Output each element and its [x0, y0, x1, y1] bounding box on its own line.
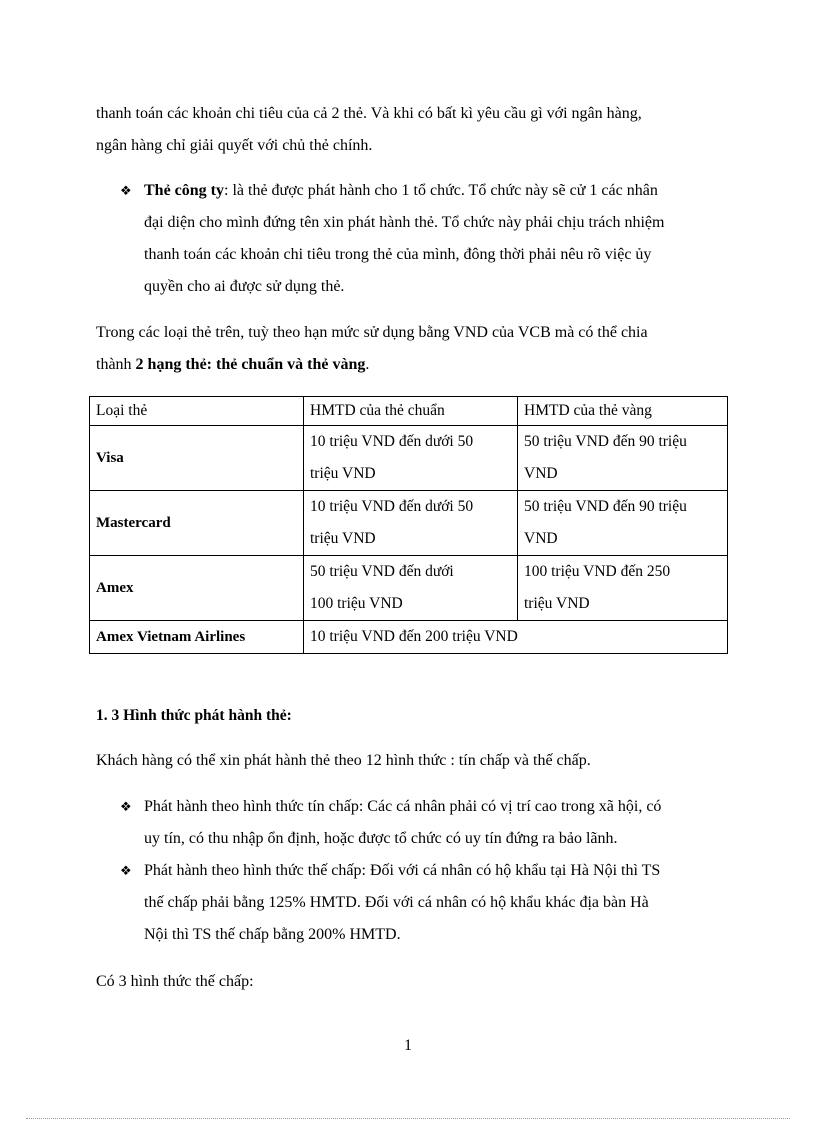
diamond-bullet-icon: ❖	[120, 863, 132, 878]
company-card-line-1	[144, 181, 658, 201]
card-type-cell: Mastercard	[90, 491, 304, 556]
cell-text: 10 triệu VND đến dưới 50	[310, 498, 474, 515]
company-card-term: Thẻ công ty	[144, 182, 224, 199]
cell-text: VND	[524, 530, 558, 547]
tiers-line-2	[96, 355, 369, 375]
table-row	[90, 491, 728, 556]
company-card-line-2: đại diện cho mình đứng tên xin phát hành thẻ. Tổ chức này phải chịu trách nhiệm	[144, 214, 665, 231]
forms-intro: Khách hàng có thể xin phát hành thẻ theo 12 hình thức : tín chấp và thế chấp.	[96, 752, 591, 769]
table-row	[90, 621, 728, 654]
cell-text: 50 triệu VND đến 90 triệu	[524, 498, 687, 515]
page-number: 1	[404, 1037, 412, 1054]
collateral-intro: Có 3 hình thức thế chấp:	[96, 973, 254, 990]
card-type-cell: Amex	[90, 556, 304, 621]
unsecured-line-2: uy tín, có thu nhập ổn định, hoặc được tổ chức có uy tín đứng ra bảo lãnh.	[144, 830, 618, 847]
tiers-period: .	[365, 356, 370, 373]
cell-text: 10 triệu VND đến dưới 50	[310, 433, 474, 450]
diamond-bullet-icon: ❖	[120, 799, 132, 814]
card-limits-table	[89, 396, 728, 654]
tiers-text: thành	[96, 356, 136, 373]
gold-limit-cell	[518, 556, 728, 621]
table-header-row	[90, 397, 728, 426]
page-bottom-divider	[26, 1118, 790, 1119]
tiers-line-1: Trong các loại thẻ trên, tuỳ theo hạn mức sử dụng bằng VND của VCB mà có thể chia	[96, 324, 648, 341]
table-row	[90, 426, 728, 491]
merged-limit-cell: 10 triệu VND đến 200 triệu VND	[304, 621, 728, 654]
header-standard: HMTD của thẻ chuẩn	[304, 397, 518, 426]
cell-text: 50 triệu VND đến dưới	[310, 563, 454, 580]
standard-limit-cell	[304, 491, 518, 556]
intro-line-2: ngân hàng chỉ giải quyết với chủ thẻ chính.	[96, 137, 373, 154]
secured-line-3: Nội thì TS thế chấp bằng 200% HMTD.	[144, 926, 401, 943]
cell-text: 100 triệu VND đến 250	[524, 563, 671, 580]
diamond-bullet-icon: ❖	[120, 183, 132, 198]
gold-limit-cell	[518, 491, 728, 556]
cell-text: triệu VND	[524, 595, 590, 612]
cell-text: VND	[524, 465, 558, 482]
secured-line-2: thế chấp phải bằng 125% HMTD. Đối với cá nhân có hộ khẩu khác địa bàn Hà	[144, 894, 649, 911]
company-card-line-3: thanh toán các khoản chi tiêu trong thẻ của mình, đông thời phải nêu rõ việc ủy	[144, 246, 652, 263]
company-card-line-4: quyền cho ai được sử dụng thẻ.	[144, 278, 345, 295]
header-gold: HMTD của thẻ vàng	[518, 397, 728, 426]
standard-limit-cell	[304, 556, 518, 621]
cell-text: 100 triệu VND	[310, 595, 403, 612]
cell-text: 50 triệu VND đến 90 triệu	[524, 433, 687, 450]
section-heading: 1. 3 Hình thức phát hành thẻ:	[96, 707, 292, 724]
intro-line-1: thanh toán các khoản chi tiêu của cả 2 thẻ. Và khi có bất kì yêu cầu gì với ngân hàng,	[96, 105, 642, 122]
standard-limit-cell	[304, 426, 518, 491]
card-type-cell: Amex Vietnam Airlines	[90, 621, 304, 654]
cell-text: triệu VND	[310, 465, 376, 482]
header-card-type: Loại thẻ	[90, 397, 304, 426]
cell-text: triệu VND	[310, 530, 376, 547]
company-card-desc: : là thẻ được phát hành cho 1 tổ chức. Tổ chức này sẽ cử 1 các nhân	[224, 182, 658, 199]
tiers-bold: 2 hạng thẻ: thẻ chuẩn và thẻ vàng	[135, 356, 366, 373]
gold-limit-cell	[518, 426, 728, 491]
card-type-cell: Visa	[90, 426, 304, 491]
table-row	[90, 556, 728, 621]
secured-line-1: Phát hành theo hình thức thế chấp: Đối với cá nhân có hộ khẩu tại Hà Nội thì TS	[144, 862, 661, 879]
unsecured-line-1: Phát hành theo hình thức tín chấp: Các cá nhân phải có vị trí cao trong xã hội, có	[144, 798, 662, 815]
